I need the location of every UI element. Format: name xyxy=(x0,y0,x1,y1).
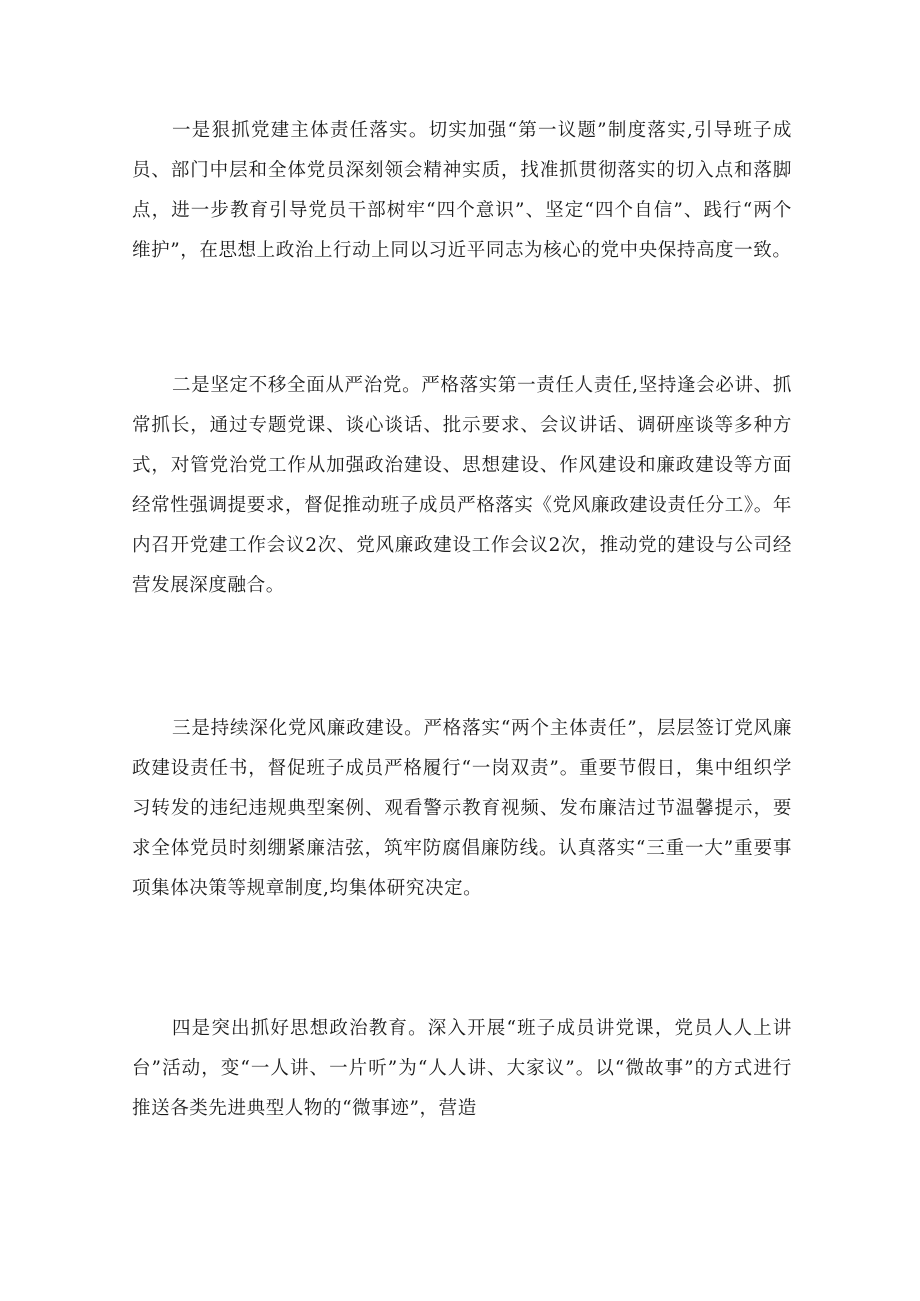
paragraph-3: 三是持续深化党风廉政建设。严格落实“两个主体责任”，层层签订党风廉政建设责任书，督促班子成员严格履行“一岗双责”。重要节假日，集中组织学习转发的违纪违规典型案例、观看警示教育视频、发布廉洁过节温馨提示，要求全体党员时刻绷紧廉洁弦，筑牢防腐倡廉防线。认真落实“三重一大”重要事项集体决策等规章制度,均集体研究决定。 xyxy=(132,718,792,899)
paragraph-2: 二是坚定不移全面从严治党。严格落实第一责任人责任,坚持逢会必讲、抓常抓长，通过专题党课、谈心谈话、批示要求、会议讲话、调研座谈等多种方式，对管党治党工作从加强政治建设、思想建设、作风建设和廉政建设等方面经常性强调提要求，督促推动班子成员严格落实《党风廉政建设责任分工》。年内召开党建工作会议2次、党风廉政建设工作会议2次，推动党的建设与公司经营发展深度融合。 xyxy=(132,375,792,596)
paragraph-1: 一是狠抓党建主体责任落实。切实加强“第一议题”制度落实,引导班子成员、部门中层和全体党员深刻领会精神实质，找准抓贯彻落实的切入点和落脚点，进一步教育引导党员干部树牢“四个意识”、坚定“四个自信”、践行“两个维护”，在思想上政治上行动上同以习近平同志为核心的党中央保持高度一致。 xyxy=(132,120,792,261)
paragraph-4: 四是突出抓好思想政治教育。深入开展“班子成员讲党课，党员人人上讲台”活动，变“一人讲、一片听”为“人人讲、大家议”。以“微故事”的方式进行推送各类先进典型人物的“微事迹”，营造 xyxy=(132,1018,792,1119)
